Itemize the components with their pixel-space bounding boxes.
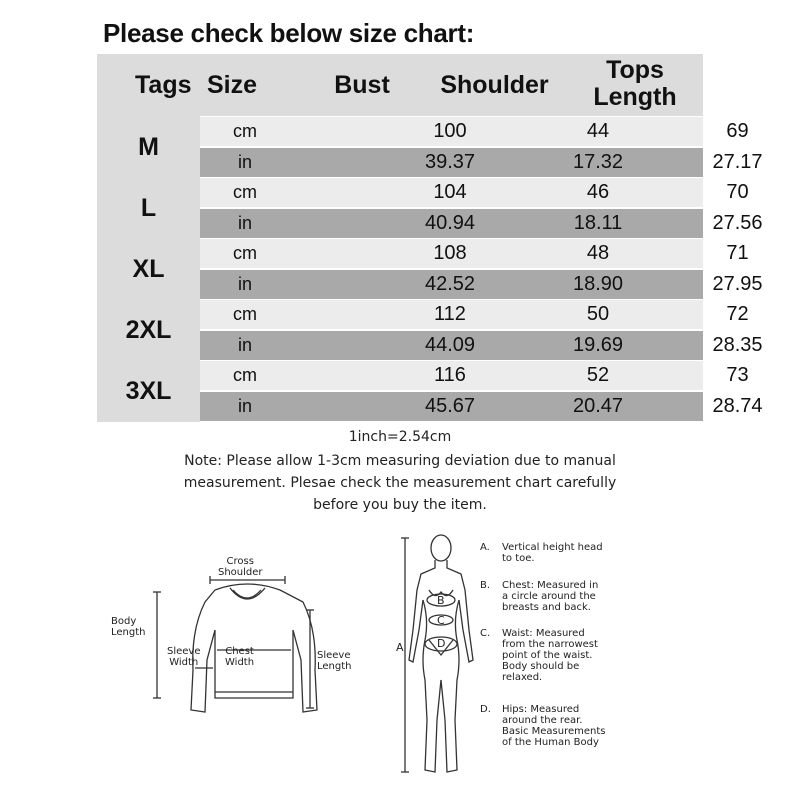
legend-line: Chest: Measured in: [502, 580, 599, 591]
note-line-2: measurement. Plesae check the measurement chart carefully: [183, 475, 617, 491]
legend-line: Waist: Measured: [502, 628, 585, 639]
legend-text: [502, 704, 642, 748]
table-cell-shoulder: 17.32: [572, 150, 624, 173]
label-sl-line2: Length: [317, 661, 352, 672]
table-cell-length: 27.17: [712, 150, 763, 173]
size-tag: 2XL: [125, 316, 172, 344]
legend-item: [480, 704, 640, 748]
header-tops-length: [575, 57, 695, 111]
header-shoulder: Shoulder: [440, 71, 549, 99]
table-cell-length: 28.35: [712, 333, 763, 356]
legend-line: Hips: Measured: [502, 704, 580, 715]
label-cross-line2: Shoulder: [218, 567, 263, 578]
label-chest-line2: Width: [225, 657, 255, 668]
table-cell-bust: 40.94: [424, 211, 476, 234]
legend-item: [480, 580, 640, 613]
table-cell-shoulder: 18.11: [573, 211, 623, 234]
conversion-text: 1inch=2.54cm: [348, 429, 452, 445]
table-cell-unit: in: [237, 151, 252, 172]
table-cell-unit: cm: [233, 182, 257, 202]
size-chart-table: [97, 54, 763, 422]
note-line-1: Note: Please allow 1-3cm measuring deviation due to manual: [184, 453, 616, 469]
mark-a: A: [396, 641, 404, 654]
legend-line: Body should be: [502, 661, 580, 672]
label-chest-width: [225, 646, 254, 668]
table-row: [200, 269, 763, 299]
header-tags: Tags: [135, 71, 192, 99]
legend-key: C.: [480, 628, 491, 639]
header-bust: Bust: [334, 71, 390, 99]
table-cell-shoulder: 50: [586, 303, 610, 325]
legend-line: of the Human Body: [502, 737, 599, 748]
table-cell-shoulder: 46: [586, 181, 610, 203]
table-cell-unit: cm: [233, 243, 257, 263]
table-cell-shoulder: 52: [586, 364, 610, 386]
legend-item: [480, 542, 640, 564]
table-cell-bust: 104: [433, 181, 467, 203]
size-tag: L: [140, 194, 157, 222]
table-row: [200, 360, 749, 390]
legend-key: A.: [480, 542, 490, 553]
header-size: Size: [207, 71, 258, 99]
table-cell-length: 71: [726, 242, 749, 264]
sweater-diagram: [105, 550, 375, 730]
legend-line: Vertical height head: [502, 542, 603, 553]
legend-line: breasts and back.: [502, 602, 591, 613]
table-cell-length: 73: [726, 364, 749, 386]
note-line-3: before you buy the item.: [313, 497, 487, 513]
legend-line: relaxed.: [502, 672, 543, 683]
mark-c: C: [437, 614, 445, 627]
label-sleeve-length: [317, 650, 352, 672]
size-tag: M: [138, 133, 159, 161]
table-cell-length: 27.56: [712, 211, 763, 234]
table-cell-length: 72: [726, 303, 749, 325]
label-body-line2: Length: [111, 627, 146, 638]
table-cell-length: 27.95: [712, 272, 763, 295]
table-row: [200, 208, 763, 238]
size-tag: 3XL: [125, 377, 172, 405]
table-row: [200, 330, 763, 360]
table-cell-shoulder: 19.69: [572, 333, 624, 356]
table-header: [97, 54, 703, 116]
table-cell-unit: in: [237, 273, 252, 294]
header-tops-line1: Tops: [606, 56, 664, 84]
legend-line: to toe.: [502, 553, 535, 564]
human-body-icon: [395, 530, 485, 790]
table-cell-length: 70: [726, 181, 749, 203]
table-cell-unit: cm: [233, 365, 257, 385]
table-cell-shoulder: 44: [586, 120, 610, 142]
legend-line: around the rear.: [502, 715, 583, 726]
label-sl-line1: Sleeve: [317, 650, 351, 661]
label-cross-line1: Cross: [226, 556, 254, 567]
table-row: [200, 147, 763, 177]
label-sw-line1: Sleeve: [167, 646, 201, 657]
table-cell-unit: cm: [233, 121, 257, 141]
label-sleeve-width: [167, 646, 201, 668]
label-body-length: [111, 616, 146, 638]
table-cell-bust: 45.67: [424, 394, 476, 417]
table-cell-bust: 100: [433, 120, 467, 142]
table-cell-bust: 39.37: [424, 150, 476, 173]
label-chest-line1: Chest: [225, 646, 254, 657]
table-cell-bust: 108: [433, 242, 467, 264]
header-tops-line2: Length: [593, 83, 677, 111]
table-cell-unit: in: [237, 212, 252, 233]
table-row: [200, 116, 749, 146]
table-row: [200, 238, 749, 268]
tag-column: [97, 116, 200, 422]
mark-d: D: [437, 637, 446, 650]
table-cell-bust: 44.09: [424, 333, 476, 356]
page-title: Please check below size chart:: [103, 18, 475, 48]
legend-key: B.: [480, 580, 491, 591]
legend-line: from the narrowest: [502, 639, 598, 650]
label-sw-line2: Width: [169, 657, 199, 668]
table-cell-shoulder: 20.47: [572, 394, 624, 417]
table-cell-length: 28.74: [712, 394, 763, 417]
table-cell-unit: in: [237, 334, 252, 355]
legend-text: [502, 580, 642, 613]
legend-key: D.: [480, 704, 491, 715]
legend-line: a circle around the: [502, 591, 596, 602]
table-cell-bust: 112: [434, 303, 466, 325]
legend-line: point of the waist.: [502, 650, 593, 661]
table-cell-bust: 116: [434, 364, 466, 386]
legend-text: [502, 542, 642, 564]
table-row: [200, 391, 763, 421]
legend-line: Basic Measurements: [502, 726, 606, 737]
mark-b: B: [437, 594, 445, 607]
table-cell-bust: 42.52: [424, 272, 476, 295]
table-cell-unit: cm: [233, 304, 257, 324]
legend-item: [480, 628, 640, 683]
table-cell-shoulder: 18.90: [572, 272, 624, 295]
table-cell-length: 69: [726, 120, 749, 142]
label-body-line1: Body: [111, 616, 137, 627]
size-tag: XL: [132, 255, 165, 283]
body-figure-diagram: [395, 530, 485, 790]
table-row: [200, 177, 749, 207]
table-cell-unit: in: [237, 395, 252, 416]
label-cross-shoulder: [218, 556, 263, 578]
legend-text: [502, 628, 642, 683]
table-cell-shoulder: 48: [586, 242, 610, 264]
table-row: [200, 299, 749, 329]
